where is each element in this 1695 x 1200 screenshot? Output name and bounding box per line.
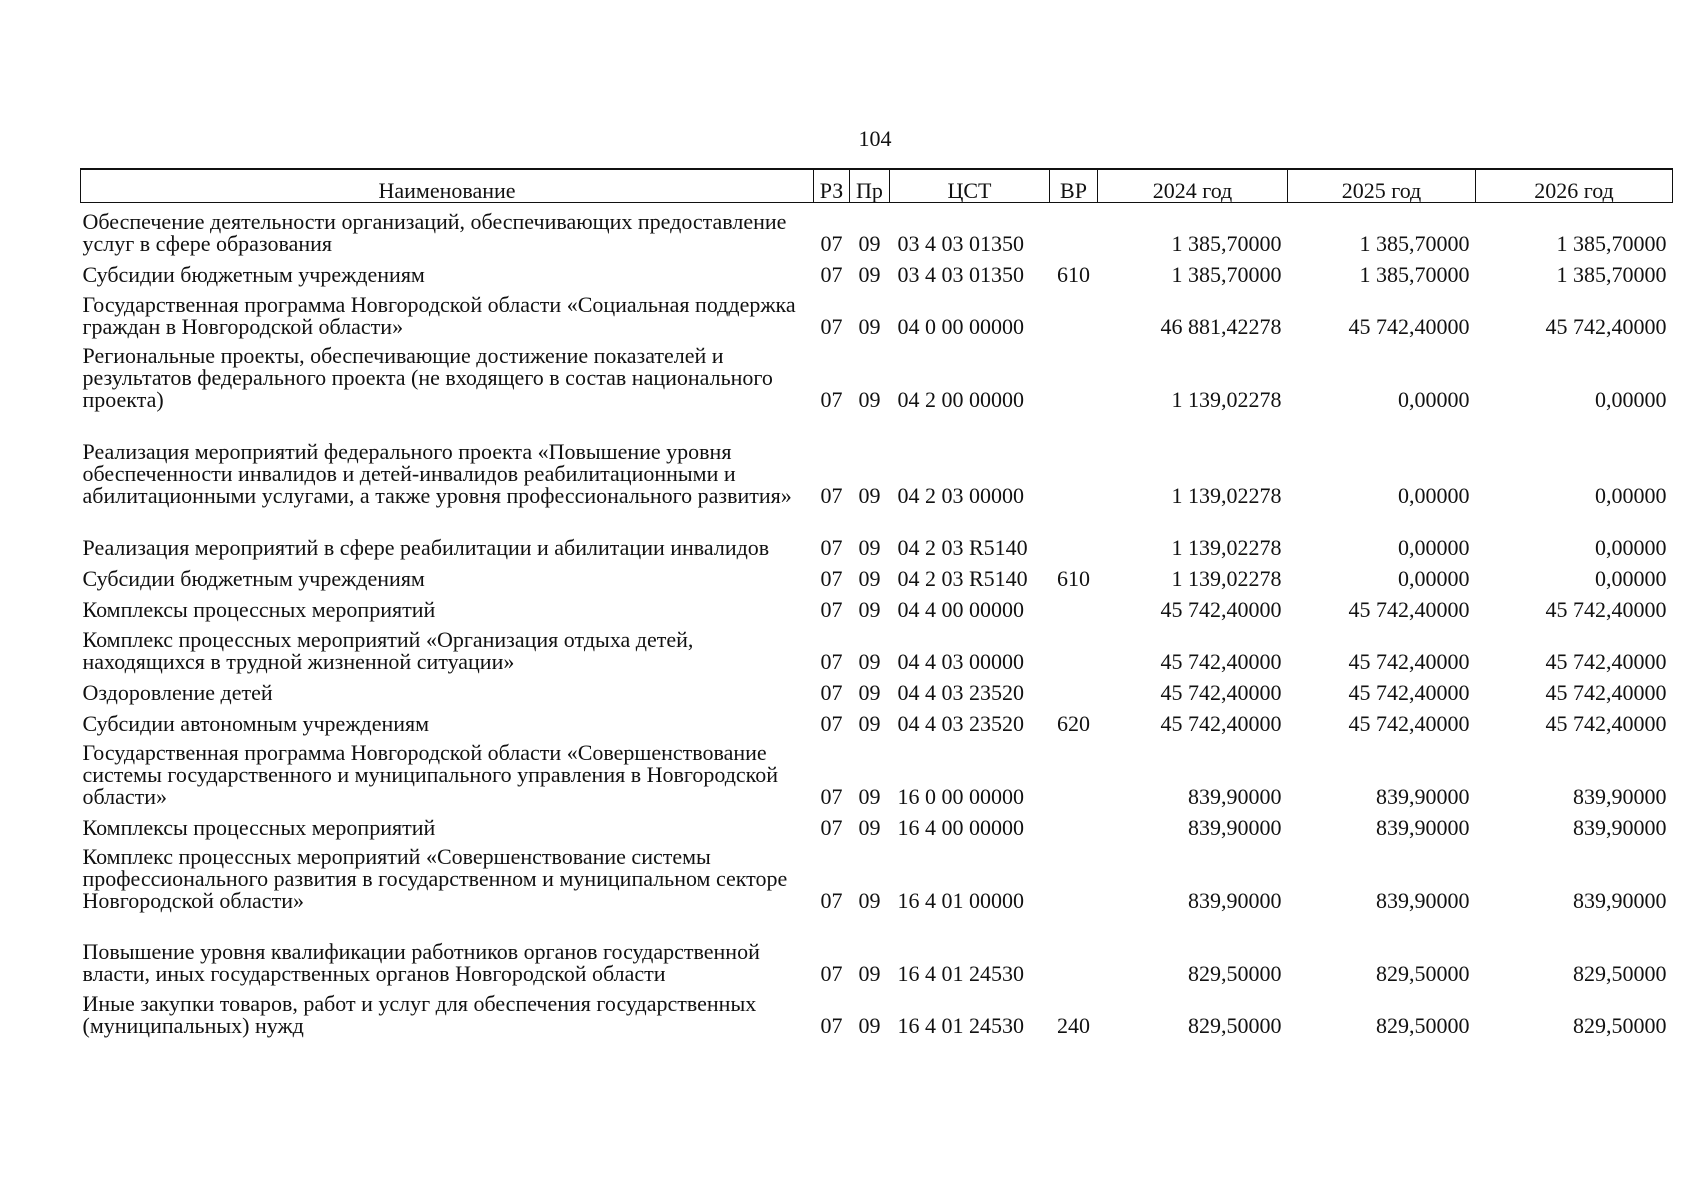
row-2025: 839,90000 bbox=[1376, 815, 1470, 840]
row-2026: 839,90000 bbox=[1573, 815, 1667, 840]
row-2025: 829,50000 bbox=[1376, 961, 1470, 986]
row-2026: 45 742,40000 bbox=[1545, 597, 1667, 622]
row-2025: 45 742,40000 bbox=[1348, 649, 1470, 674]
row-vr: 610 bbox=[1057, 566, 1090, 591]
row-vr bbox=[1050, 735, 1098, 808]
table-row bbox=[81, 985, 1673, 1037]
row-2024: 45 742,40000 bbox=[1160, 680, 1282, 705]
table-row bbox=[81, 286, 1673, 338]
row-pr: 09 bbox=[858, 1013, 881, 1038]
row-2025: 45 742,40000 bbox=[1348, 680, 1470, 705]
row-pr: 09 bbox=[858, 231, 881, 256]
row-vr bbox=[1050, 808, 1098, 839]
row-vr bbox=[1050, 590, 1098, 621]
row-2026: 45 742,40000 bbox=[1545, 680, 1667, 705]
row-vr bbox=[1050, 411, 1098, 507]
row-name: Комплексы процессных мероприятий bbox=[82, 597, 436, 622]
row-name: Субсидии бюджетным учреждениям bbox=[82, 566, 425, 591]
row-2026: 829,50000 bbox=[1573, 1013, 1667, 1038]
row-2024: 1 139,02278 bbox=[1171, 483, 1282, 508]
table-row bbox=[81, 839, 1673, 912]
row-2026: 45 742,40000 bbox=[1545, 711, 1667, 736]
row-2025: 0,00000 bbox=[1398, 535, 1470, 560]
row-name: Субсидии бюджетным учреждениям bbox=[82, 262, 425, 287]
row-cst: 16 4 00 00000 bbox=[897, 815, 1024, 840]
budget-table-container bbox=[80, 168, 1672, 1037]
row-cst: 04 4 03 23520 bbox=[897, 711, 1024, 736]
header-name: Наименование bbox=[81, 169, 814, 203]
row-2025: 45 742,40000 bbox=[1348, 597, 1470, 622]
table-row bbox=[81, 411, 1673, 507]
row-rz: 07 bbox=[820, 961, 843, 986]
row-name: Обеспечение деятельности организаций, обеспечивающих предоставление услуг в сфере образования bbox=[82, 209, 787, 256]
table-row bbox=[81, 912, 1673, 985]
row-2026: 0,00000 bbox=[1595, 535, 1667, 560]
row-pr: 09 bbox=[858, 262, 881, 287]
row-2024: 839,90000 bbox=[1188, 815, 1282, 840]
row-rz: 07 bbox=[820, 711, 843, 736]
row-rz: 07 bbox=[820, 680, 843, 705]
row-rz: 07 bbox=[820, 231, 843, 256]
row-2024: 1 139,02278 bbox=[1171, 566, 1282, 591]
row-rz: 07 bbox=[820, 815, 843, 840]
table-row bbox=[81, 621, 1673, 673]
row-2026: 1 385,70000 bbox=[1556, 231, 1667, 256]
row-2024: 829,50000 bbox=[1188, 1013, 1282, 1038]
row-2025: 839,90000 bbox=[1376, 784, 1470, 809]
row-pr: 09 bbox=[858, 711, 881, 736]
row-name: Субсидии автономным учреждениям bbox=[82, 711, 430, 736]
row-cst: 03 4 03 01350 bbox=[897, 231, 1024, 256]
row-name: Оздоровление детей bbox=[82, 680, 273, 705]
header-vr: ВР bbox=[1050, 169, 1098, 203]
table-row bbox=[81, 704, 1673, 735]
row-2026: 45 742,40000 bbox=[1545, 649, 1667, 674]
page-number: 104 bbox=[858, 126, 892, 151]
table-row bbox=[81, 590, 1673, 621]
row-pr: 09 bbox=[858, 314, 881, 339]
table-row bbox=[81, 735, 1673, 808]
row-vr bbox=[1050, 839, 1098, 912]
row-2024: 45 742,40000 bbox=[1160, 597, 1282, 622]
row-2026: 839,90000 bbox=[1573, 784, 1667, 809]
row-2025: 45 742,40000 bbox=[1348, 711, 1470, 736]
table-row bbox=[81, 559, 1673, 590]
row-2024: 1 385,70000 bbox=[1171, 231, 1282, 256]
row-vr bbox=[1050, 338, 1098, 411]
table-row bbox=[81, 203, 1673, 256]
row-pr: 09 bbox=[858, 784, 881, 809]
row-vr: 610 bbox=[1057, 262, 1090, 287]
row-vr bbox=[1050, 203, 1098, 256]
row-2026: 829,50000 bbox=[1573, 961, 1667, 986]
row-name: Региональные проекты, обеспечивающие достижение показателей и результатов федерального проекта (не входящего в состав национального проекта) bbox=[82, 343, 773, 412]
header-2025: 2025 год bbox=[1288, 169, 1476, 203]
row-rz: 07 bbox=[820, 597, 843, 622]
row-2025: 0,00000 bbox=[1398, 483, 1470, 508]
row-name: Реализация мероприятий в сфере реабилитации и абилитации инвалидов bbox=[82, 535, 770, 560]
row-name: Иные закупки товаров, работ и услуг для обеспечения государственных (муниципальных) нужд bbox=[82, 991, 757, 1038]
row-vr: 240 bbox=[1057, 1013, 1090, 1038]
row-2024: 46 881,42278 bbox=[1160, 314, 1282, 339]
row-vr bbox=[1050, 912, 1098, 985]
row-2025: 839,90000 bbox=[1376, 888, 1470, 913]
table-row bbox=[81, 255, 1673, 286]
row-cst: 16 4 01 24530 bbox=[897, 961, 1024, 986]
row-2024: 839,90000 bbox=[1188, 888, 1282, 913]
row-name: Реализация мероприятий федерального проекта «Повышение уровня обеспеченности инвалидов и детей-инвалидов реабилитационными и абилитационными услугами, а также уровня профессионального развития» bbox=[82, 439, 792, 508]
row-2026: 45 742,40000 bbox=[1545, 314, 1667, 339]
row-pr: 09 bbox=[858, 387, 881, 412]
row-name: Комплекс процессных мероприятий «Совершенствование системы профессионального развития в государственном и муниципальном секторе Новгородской области» bbox=[82, 844, 788, 913]
row-rz: 07 bbox=[820, 314, 843, 339]
row-cst: 04 2 03 00000 bbox=[897, 483, 1024, 508]
row-2025: 45 742,40000 bbox=[1348, 314, 1470, 339]
row-2025: 0,00000 bbox=[1398, 387, 1470, 412]
row-2026: 1 385,70000 bbox=[1556, 262, 1667, 287]
table-row bbox=[81, 808, 1673, 839]
row-2024: 1 139,02278 bbox=[1171, 535, 1282, 560]
row-2025: 1 385,70000 bbox=[1359, 262, 1470, 287]
header-pr: Пр bbox=[850, 169, 890, 203]
table-row bbox=[81, 507, 1673, 559]
row-name: Государственная программа Новгородской области «Совершенствование системы государственного и муниципального управления в Новгородской области» bbox=[82, 740, 779, 809]
row-pr: 09 bbox=[858, 961, 881, 986]
row-pr: 09 bbox=[858, 680, 881, 705]
row-pr: 09 bbox=[858, 483, 881, 508]
row-2024: 1 139,02278 bbox=[1171, 387, 1282, 412]
row-rz: 07 bbox=[820, 888, 843, 913]
row-2026: 0,00000 bbox=[1595, 387, 1667, 412]
row-pr: 09 bbox=[858, 566, 881, 591]
row-cst: 04 0 00 00000 bbox=[897, 314, 1024, 339]
row-2025: 0,00000 bbox=[1398, 566, 1470, 591]
row-pr: 09 bbox=[858, 888, 881, 913]
row-name: Комплекс процессных мероприятий «Организация отдыха детей, находящихся в трудной жизненной ситуации» bbox=[82, 627, 694, 674]
row-rz: 07 bbox=[820, 1013, 843, 1038]
row-cst: 04 4 03 23520 bbox=[897, 680, 1024, 705]
row-pr: 09 bbox=[858, 597, 881, 622]
row-cst: 16 4 01 00000 bbox=[897, 888, 1024, 913]
row-pr: 09 bbox=[858, 649, 881, 674]
row-2026: 0,00000 bbox=[1595, 566, 1667, 591]
row-vr bbox=[1050, 507, 1098, 559]
row-2024: 1 385,70000 bbox=[1171, 262, 1282, 287]
row-cst: 16 4 01 24530 bbox=[897, 1013, 1024, 1038]
header-2024: 2024 год bbox=[1098, 169, 1288, 203]
row-2025: 1 385,70000 bbox=[1359, 231, 1470, 256]
row-name: Повышение уровня квалификации работников органов государственной власти, иных государственных органов Новгородской области bbox=[82, 939, 760, 986]
row-cst: 04 4 00 00000 bbox=[897, 597, 1024, 622]
row-2026: 839,90000 bbox=[1573, 888, 1667, 913]
table-body bbox=[81, 203, 1673, 1038]
row-rz: 07 bbox=[820, 566, 843, 591]
row-rz: 07 bbox=[820, 649, 843, 674]
row-2024: 839,90000 bbox=[1188, 784, 1282, 809]
budget-table bbox=[80, 168, 1673, 1037]
row-2024: 45 742,40000 bbox=[1160, 711, 1282, 736]
row-2026: 0,00000 bbox=[1595, 483, 1667, 508]
table-header bbox=[81, 169, 1673, 203]
row-rz: 07 bbox=[820, 535, 843, 560]
row-cst: 04 2 00 00000 bbox=[897, 387, 1024, 412]
row-rz: 07 bbox=[820, 784, 843, 809]
row-vr: 620 bbox=[1057, 711, 1090, 736]
row-cst: 03 4 03 01350 bbox=[897, 262, 1024, 287]
row-rz: 07 bbox=[820, 483, 843, 508]
row-vr bbox=[1050, 621, 1098, 673]
row-2024: 45 742,40000 bbox=[1160, 649, 1282, 674]
row-name: Комплексы процессных мероприятий bbox=[82, 815, 436, 840]
row-2024: 829,50000 bbox=[1188, 961, 1282, 986]
row-cst: 04 2 03 R5140 bbox=[897, 535, 1028, 560]
header-2026: 2026 год bbox=[1476, 169, 1673, 203]
header-row bbox=[81, 169, 1673, 203]
row-cst: 04 4 03 00000 bbox=[897, 649, 1024, 674]
row-cst: 16 0 00 00000 bbox=[897, 784, 1024, 809]
table-row bbox=[81, 338, 1673, 411]
row-vr bbox=[1050, 673, 1098, 704]
row-pr: 09 bbox=[858, 815, 881, 840]
row-name: Государственная программа Новгородской области «Социальная поддержка граждан в Новгородской области» bbox=[82, 292, 796, 339]
header-rz: РЗ bbox=[814, 169, 850, 203]
row-rz: 07 bbox=[820, 262, 843, 287]
row-cst: 04 2 03 R5140 bbox=[897, 566, 1028, 591]
table-row bbox=[81, 673, 1673, 704]
header-cst: ЦСТ bbox=[890, 169, 1050, 203]
row-rz: 07 bbox=[820, 387, 843, 412]
row-vr bbox=[1050, 286, 1098, 338]
row-pr: 09 bbox=[858, 535, 881, 560]
row-2025: 829,50000 bbox=[1376, 1013, 1470, 1038]
